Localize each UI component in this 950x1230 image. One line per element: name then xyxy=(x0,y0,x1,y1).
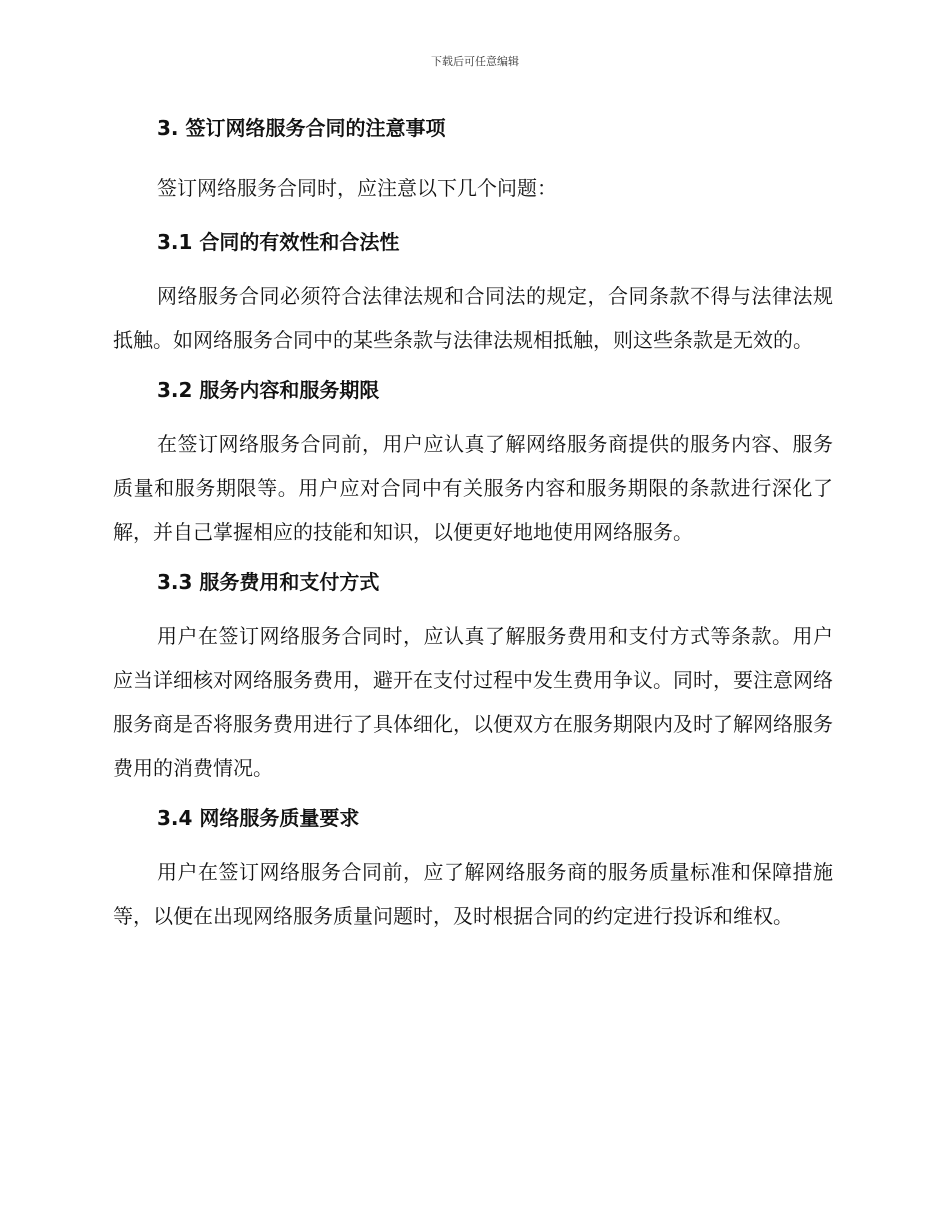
document-body xyxy=(113,112,833,938)
subsection-paragraph: 网络服务合同必须符合法律法规和合同法的规定，合同条款不得与法律法规抵触。如网络服务合同中的某些条款与法律法规相抵触，则这些条款是无效的。 xyxy=(113,284,833,352)
section-title: 3. 签订网络服务合同的注意事项 xyxy=(157,116,446,140)
subsection-heading: 3.3 服务费用和支付方式 xyxy=(157,570,380,594)
subsection-quality xyxy=(113,802,833,938)
subsection-heading: 3.4 网络服务质量要求 xyxy=(157,806,360,830)
subsection-heading: 3.2 服务内容和服务期限 xyxy=(157,378,380,402)
subsection-heading: 3.1 合同的有效性和合法性 xyxy=(157,230,400,254)
page-header: 下载后可任意编辑 xyxy=(431,55,519,68)
subsection-validity xyxy=(113,226,833,362)
subsection-paragraph: 在签订网络服务合同前，用户应认真了解网络服务商提供的服务内容、服务质量和服务期限等。用户应对合同中有关服务内容和服务期限的条款进行深化了解，并自己掌握相应的技能和知识，以便更好地地使用网络服务。 xyxy=(113,432,833,544)
subsection-paragraph: 用户在签订网络服务合同时，应认真了解服务费用和支付方式等条款。用户应当详细核对网络服务费用，避开在支付过程中发生费用争议。同时，要注意网络服务商是否将服务费用进行了具体细化，以便双方在服务期限内及时了解网络服务费用的消费情况。 xyxy=(113,624,833,780)
subsection-service-content xyxy=(113,374,833,554)
subsection-paragraph: 用户在签订网络服务合同前，应了解网络服务商的服务质量标准和保障措施等，以便在出现网络服务质量问题时，及时根据合同的约定进行投诉和维权。 xyxy=(113,860,833,928)
intro-paragraph: 签订网络服务合同时，应注意以下几个问题： xyxy=(157,176,557,200)
subsection-fees xyxy=(113,566,833,790)
